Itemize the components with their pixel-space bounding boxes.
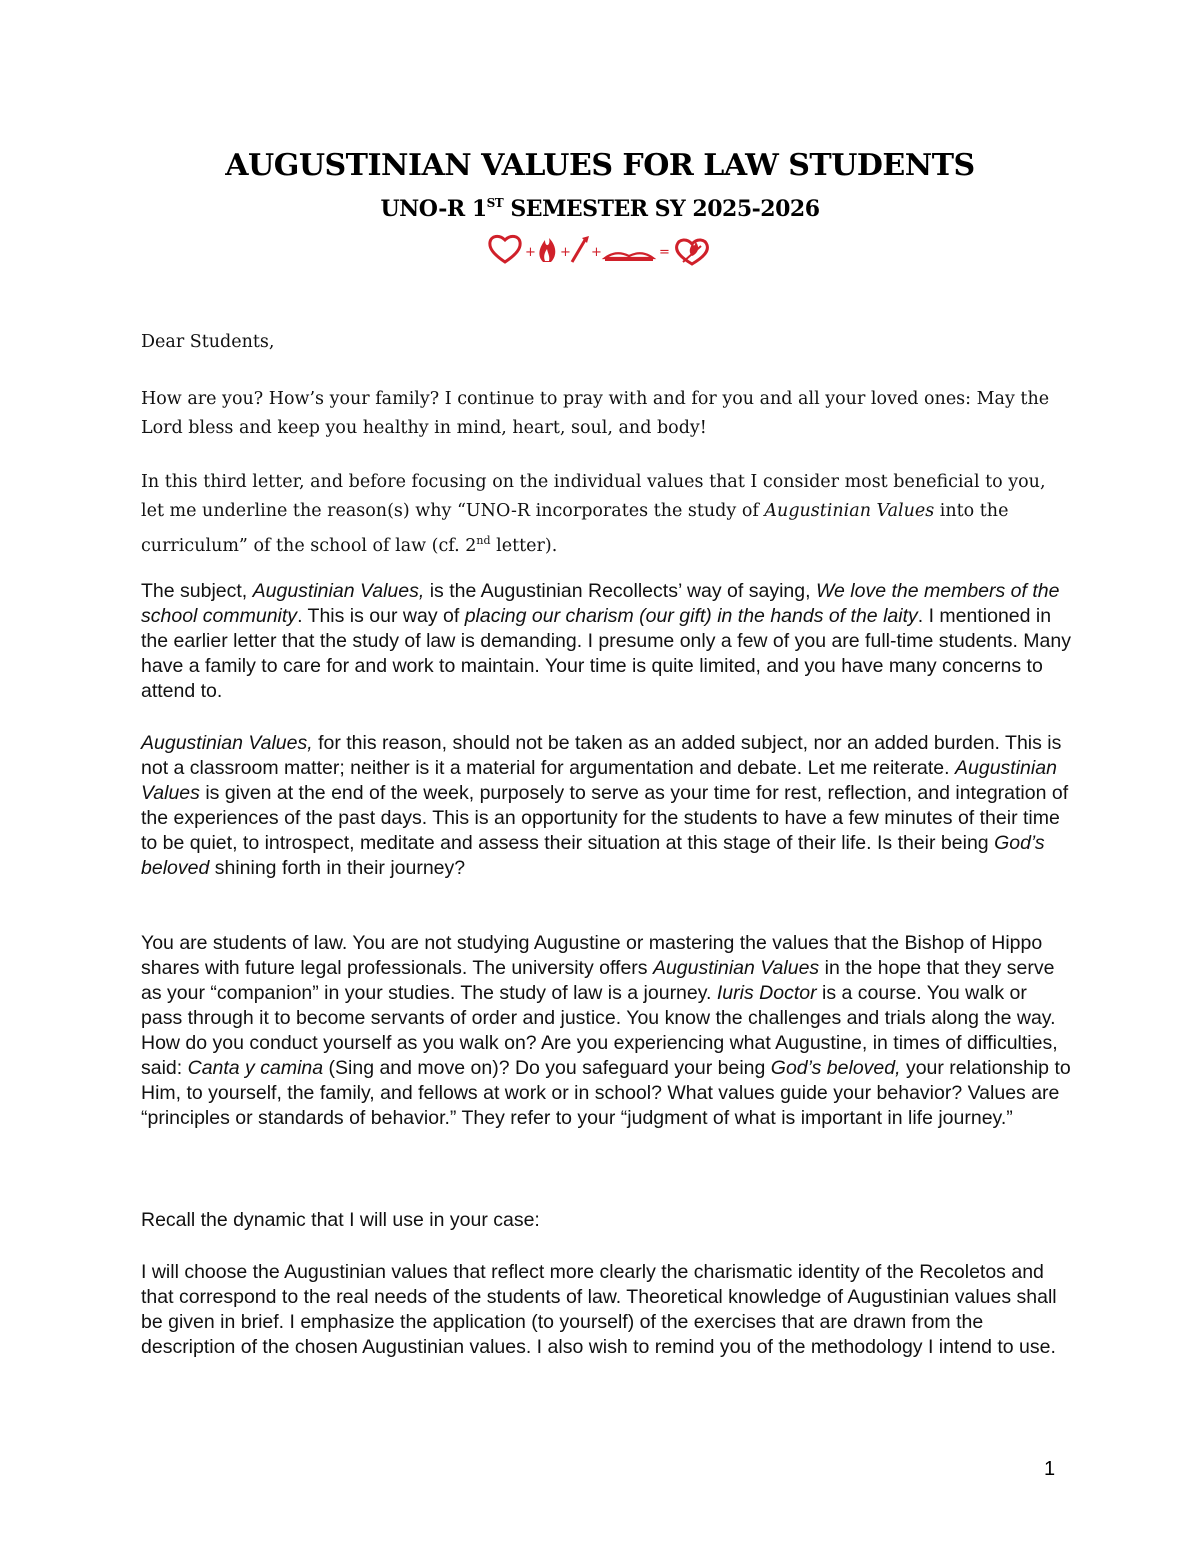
p4-c: Augustinian Values [141, 757, 1057, 804]
p5-b: Augustinian Values [652, 957, 820, 979]
p3-a: The subject, [141, 580, 253, 602]
page-number: 1 [1044, 1458, 1056, 1480]
p3-e: . This is our way of [297, 605, 465, 627]
paragraph-5 [141, 931, 1071, 1131]
svg-text:+: + [560, 245, 571, 260]
p2-c: into the curriculum” of the school of law (cf. 2 [141, 501, 1009, 556]
p2-b: Augustinian Values [764, 501, 935, 521]
salutation: Dear Students, [141, 332, 275, 352]
p5-d: Iuris Doctor [716, 982, 817, 1004]
p3-f: placing our charism (our gift) in the hands of the laity [464, 605, 918, 627]
p4-f: shining forth in their journey? [209, 857, 466, 879]
p2-a: In this third letter, and before focusing on the individual values that I consider most beneficial to you, let me underline the reason(s) why “UNO-R incorporates the study of [141, 472, 1046, 521]
svg-text:=: = [659, 245, 670, 260]
p5-c: in the hope that they serve as your “companion” in your studies. The study of law is a journey. [141, 957, 1055, 1004]
p5-f: Canta y camina [187, 1057, 324, 1079]
subtitle-pre: UNO-R 1 [380, 196, 487, 222]
paragraph-2 [141, 468, 1061, 561]
p2-d: letter). [490, 535, 558, 556]
p4-d: is given at the end of the week, purposely to serve as your time for rest, reflection, and integration of the experiences of the past days. This is an opportunity for the students to have a few minutes of their time to be quiet, to introspect, meditate and assess their situation at this stage of their life. Is their being [141, 782, 1069, 854]
svg-text:+: + [525, 245, 536, 260]
p5-g: (Sing and move on)? Do you safeguard your being [323, 1057, 771, 1079]
paragraph-3 [141, 579, 1071, 704]
paragraph-6: Recall the dynamic that I will use in your case: [141, 1209, 540, 1231]
paragraph-7: I will choose the Augustinian values that reflect more clearly the charismatic identity of the Recoletos and that correspond to the real needs of the students of law. Theoretical knowledge of Augustinian values shall be given in brief. I emphasize the application (to yourself) of the exercises that are drawn from the description of the chosen Augustinian values. I also wish to remind you of the methodology I intend to use. [141, 1261, 1057, 1358]
p3-g: . I mentioned in the earlier letter that the study of law is demanding. I presume only a few of you are full-time students. Many have a family to care for and work to maintain. Your time is quite limited, and you have many concerns to attend to. [141, 605, 1071, 702]
svg-text:+: + [591, 245, 602, 260]
paragraph-4 [141, 731, 1071, 881]
document-title: AUGUSTINIAN VALUES FOR LAW STUDENTS [225, 148, 975, 183]
p5-e: is a course. You walk or pass through it to become servants of order and justice. You know the challenges and trials along the way. How do you conduct yourself as you walk on? Are you experiencing what Augustine, in times of difficulties, said: [141, 982, 1058, 1079]
document-subtitle [0, 196, 1200, 222]
p5-h: God’s beloved, [770, 1057, 901, 1079]
p4-a: Augustinian Values, [141, 732, 313, 754]
p5-a: You are students of law. You are not studying Augustine or mastering the values that the Bishop of Hippo shares with future legal professionals. The university offers [141, 932, 1043, 979]
paragraph-1: How are you? How’s your family? I continue to pray with and for you and all your loved ones: May the Lord bless and keep you healthy in mind, heart, soul, and body! [141, 389, 1050, 438]
p3-b: Augustinian Values, [252, 580, 425, 602]
augustinian-emblem-icon [487, 232, 713, 266]
subtitle-sup: ST [486, 196, 504, 210]
subtitle-post: SEMESTER SY 2025-2026 [503, 196, 820, 222]
p5-i: your relationship to Him, to yourself, the family, and fellows at work or in school? What values guide your behavior? Values are “principles or standards of behavior.” They refer to your “judgment of what is important in life journey.” [141, 1057, 1071, 1129]
p2-sup: nd [476, 534, 491, 547]
p3-d: We love the members of the school community [141, 580, 1060, 627]
p4-b: for this reason, should not be taken as an added subject, nor an added burden. This is not a classroom matter; neither is it a material for argumentation and debate. Let me reiterate. [141, 732, 1062, 779]
p3-c: is the Augustinian Recollects’ way of saying, [424, 580, 816, 602]
p4-e: God’s beloved [141, 832, 1045, 879]
